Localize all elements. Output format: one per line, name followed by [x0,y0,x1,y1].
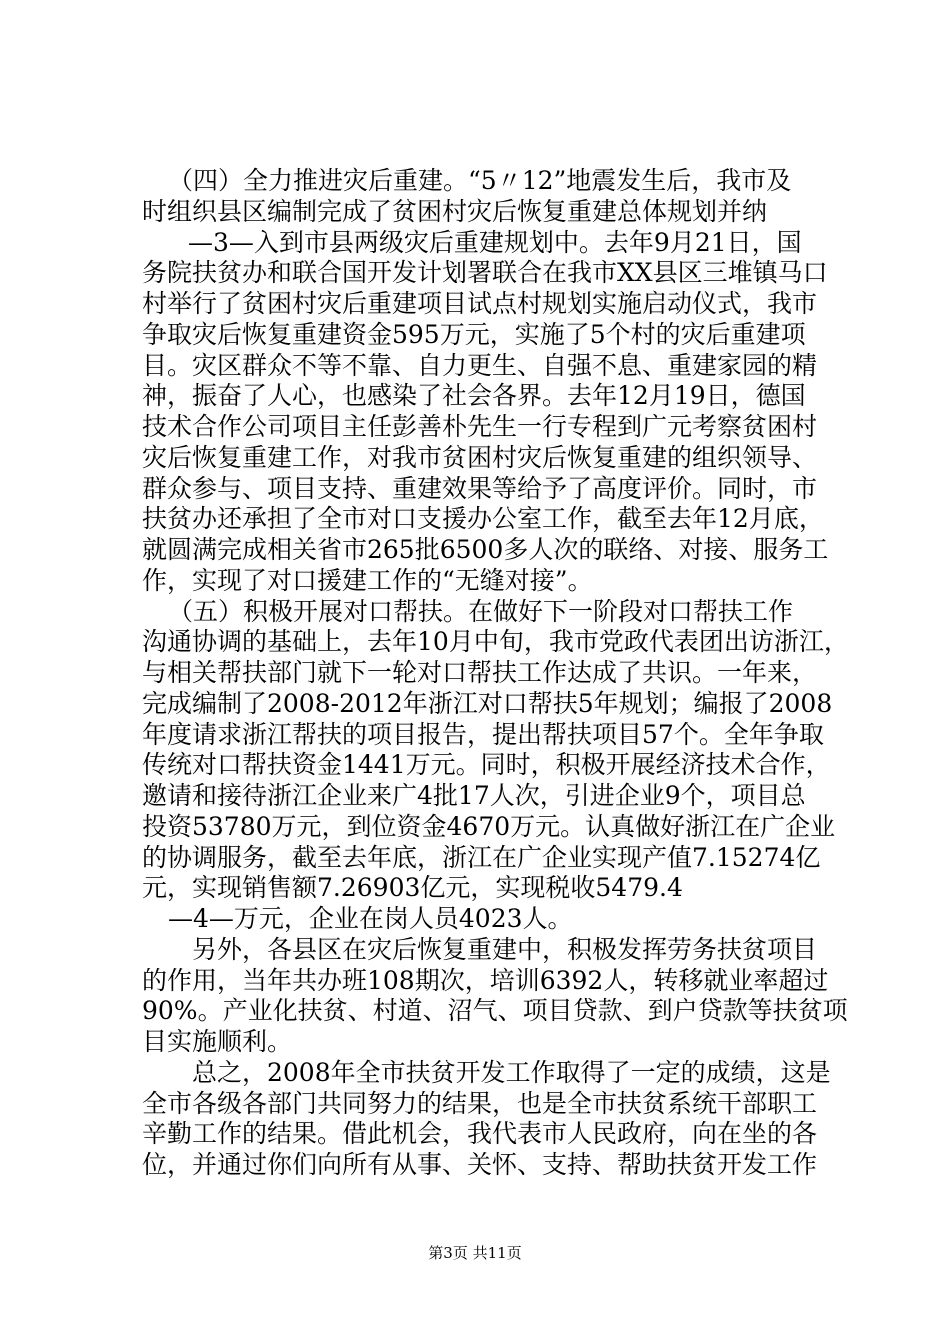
text-line: —3—入到市县两级灾后重建规划中。去年9月21日，国 [188,228,802,257]
text-line: —4—万元，企业在岗人员4023人。 [168,904,573,933]
text-line: 争取灾后恢复重建资金595万元，实施了5个村的灾后重建项 [142,320,806,349]
text-line: 辛勤工作的结果。借此机会，我代表市人民政府，向在坐的各 [142,1119,818,1148]
text-line: 群众参与、项目支持、重建效果等给予了高度评价。同时，市 [142,474,818,503]
text-line: 村举行了贫困村灾后重建项目试点村规划实施启动仪式，我市 [142,289,818,318]
text-line: 完成编制了2008-2012年浙江对口帮扶5年规划；编报了2008 [142,689,833,718]
page-footer: 第3页 共11页 [428,1244,522,1262]
text-line: 90%。产业化扶贫、村道、沼气、项目贷款、到户贷款等扶贫项 [142,996,848,1025]
text-line: 就圆满完成相关省市265批6500多人次的联络、对接、服务工 [142,535,829,564]
text-line: 年度请求浙江帮扶的项目报告，提出帮扶项目57个。全年争取 [142,720,824,749]
text-line: 神，振奋了人心，也感染了社会各界。去年12月19日，德国 [142,381,806,410]
text-line: 扶贫办还承担了全市对口支援办公室工作，截至去年12月底， [142,504,824,533]
text-line: 沟通协调的基础上，去年10月中旬，我市党政代表团出访浙江， [142,627,849,656]
text-line: 与相关帮扶部门就下一轮对口帮扶工作达成了共识。一年来， [142,658,818,687]
text-line: 务院扶贫办和联合国开发计划署联合在我市XX县区三堆镇马口 [142,258,828,287]
text-line: 技术合作公司项目主任彭善朴先生一行专程到广元考察贫困村 [142,412,818,441]
text-line: 位，并通过你们向所有从事、关怀、支持、帮助扶贫开发工作 [142,1150,818,1179]
text-line: 目。灾区群众不等不靠、自力更生、自强不息、重建家园的精 [142,351,818,380]
text-line: 全市各级各部门共同努力的结果，也是全市扶贫系统干部职工 [142,1089,818,1118]
text-line: 作，实现了对口援建工作的“无缝对接”。 [142,566,593,595]
text-line: 目实施顺利。 [142,1027,293,1056]
text-line: 总之，2008年全市扶贫开发工作取得了一定的成绩，这是 [192,1058,831,1087]
text-line: 时组织县区编制完成了贫困村灾后恢复重建总体规划并纳 [142,197,768,226]
text-line: 的作用，当年共办班108期次，培训6392人，转移就业率超过 [142,966,829,995]
text-line: （四）全力推进灾后重建。“5〃12”地震发生后，我市及 [168,166,792,195]
text-line: 元，实现销售额7.26903亿元，实现税收5479.4 [142,873,683,902]
text-line: 邀请和接待浙江企业来广4批17人次，引进企业9个，项目总 [142,781,806,810]
text-line: 灾后恢复重建工作，对我市贫困村灾后恢复重建的组织领导、 [142,443,818,472]
text-line: 传统对口帮扶资金1441万元。同时，积极开展经济技术合作， [142,750,831,779]
text-line: 的协调服务，截至去年底，浙江在广企业实现产值7.15274亿 [142,843,821,872]
text-line: 投资53780万元，到位资金4670万元。认真做好浙江在广企业 [142,812,836,841]
text-line: （五）积极开展对口帮扶。在做好下一阶段对口帮扶工作 [168,597,794,626]
text-line: 另外，各县区在灾后恢复重建中，积极发挥劳务扶贫项目 [192,935,818,964]
